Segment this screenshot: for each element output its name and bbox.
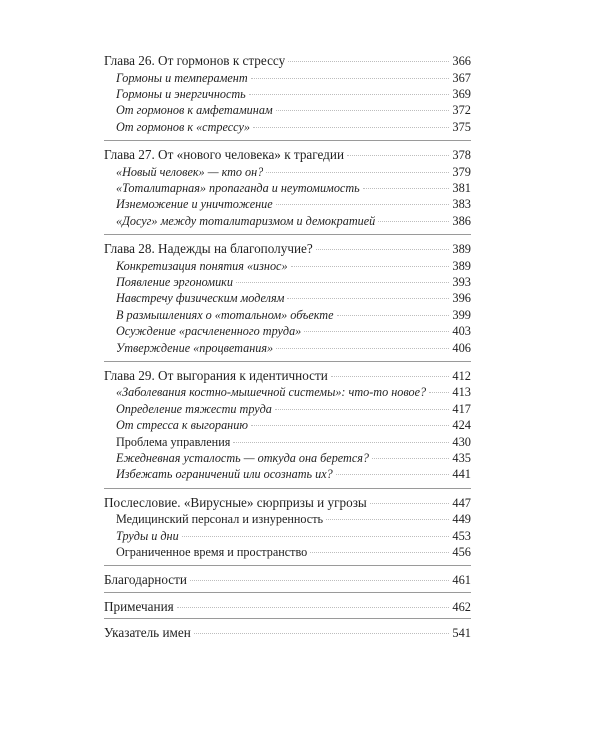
- toc-chapter-entry[interactable]: [104, 624, 471, 642]
- page-number: 381: [452, 180, 471, 195]
- subentry-title: Проблема управления: [116, 434, 231, 449]
- chapter-title: Глава 29. От выгорания к идентичности: [104, 367, 328, 383]
- leader-dots: [378, 221, 449, 222]
- toc-chapter-entry[interactable]: [104, 146, 471, 164]
- leader-dots: [190, 580, 449, 581]
- leader-dots: [276, 204, 450, 205]
- leader-dots: [276, 348, 449, 349]
- toc-chapter-entry[interactable]: [104, 494, 471, 512]
- toc-chapter-entry[interactable]: [104, 240, 471, 258]
- toc-subentry[interactable]: [104, 164, 471, 180]
- toc-section-notes: [104, 598, 471, 620]
- page-number: 369: [452, 86, 471, 101]
- toc-subentry[interactable]: [104, 434, 471, 450]
- toc-subentry[interactable]: [104, 323, 471, 339]
- subentry-title: «Заболевания костно-мышечной системы»: что-то новое?: [116, 385, 427, 400]
- leader-dots: [370, 503, 450, 504]
- subentry-title: «Тоталитарная» пропаганда и неутомимость: [116, 180, 360, 195]
- subentry-title: От стресса к выгоранию: [116, 418, 248, 433]
- chapter-title: Благодарности: [104, 572, 187, 588]
- toc-subentry[interactable]: [104, 274, 471, 290]
- page-number: 399: [452, 307, 471, 322]
- subentry-title: Ежедневная усталость — откуда она берется?: [116, 451, 370, 466]
- toc-subentry[interactable]: [104, 450, 471, 466]
- subentry-title: От гормонов к «стрессу»: [116, 119, 250, 134]
- subentry-title: Медицинский персонал и изнуренность: [116, 512, 324, 527]
- subentry-title: Утверждение «процветания»: [116, 340, 274, 355]
- leader-dots: [194, 633, 450, 634]
- leader-dots: [316, 249, 450, 250]
- page-number: 449: [452, 512, 471, 527]
- toc-chapter-entry[interactable]: [104, 367, 471, 385]
- leader-dots: [336, 474, 450, 475]
- subentry-title: «Новый человек» — кто он?: [116, 164, 264, 179]
- chapter-title: Глава 27. От «нового человека» к трагедии: [104, 147, 345, 163]
- toc-subentry[interactable]: [104, 290, 471, 306]
- subentry-title: Гормоны и энергичность: [116, 86, 246, 101]
- leader-dots: [337, 315, 450, 316]
- toc-section-acknowledgements: [104, 571, 471, 593]
- leader-dots: [275, 409, 450, 410]
- chapter-title: Послесловие. «Вирусные» сюрпризы и угрозы: [104, 494, 367, 510]
- page-number: 367: [452, 70, 471, 85]
- toc-subentry[interactable]: [104, 466, 471, 482]
- page-number: 379: [452, 164, 471, 179]
- toc-subentry[interactable]: [104, 511, 471, 527]
- page-number: 453: [452, 528, 471, 543]
- page-number: 393: [452, 275, 471, 290]
- page-number: 412: [452, 368, 471, 383]
- toc-section-chapter-26: [104, 52, 471, 141]
- page-number: 386: [452, 213, 471, 228]
- toc-subentry[interactable]: [104, 258, 471, 274]
- leader-dots: [291, 266, 450, 267]
- page-number: 430: [452, 434, 471, 449]
- toc-subentry[interactable]: [104, 544, 471, 560]
- leader-dots: [310, 552, 449, 553]
- chapter-title: Глава 28. Надежды на благополучие?: [104, 241, 313, 257]
- toc-section-chapter-29: [104, 367, 471, 489]
- toc-chapter-entry[interactable]: [104, 571, 471, 589]
- toc-section-name-index: [104, 624, 471, 645]
- leader-dots: [266, 172, 449, 173]
- subentry-title: Ограниченное время и пространство: [116, 545, 308, 560]
- toc-subentry[interactable]: [104, 86, 471, 102]
- leader-dots: [251, 425, 449, 426]
- leader-dots: [233, 442, 449, 443]
- subentry-title: Труды и дни: [116, 528, 179, 543]
- subentry-title: Навстречу физическим моделям: [116, 291, 285, 306]
- toc-chapter-entry[interactable]: [104, 598, 471, 616]
- leader-dots: [287, 298, 449, 299]
- subentry-title: Гормоны и темперамент: [116, 70, 248, 85]
- subentry-title: В размышлениях о «тотальном» объекте: [116, 307, 334, 322]
- page-number: 435: [452, 451, 471, 466]
- leader-dots: [429, 392, 449, 393]
- subentry-title: Изнеможение и уничтожение: [116, 197, 273, 212]
- toc-subentry[interactable]: [104, 417, 471, 433]
- toc-chapter-entry[interactable]: [104, 52, 471, 70]
- subentry-title: Избежать ограничений или осознать их?: [116, 467, 333, 482]
- leader-dots: [331, 376, 450, 377]
- subentry-title: Конкретизация понятия «износ»: [116, 258, 288, 273]
- toc-subentry[interactable]: [104, 102, 471, 118]
- toc-subentry[interactable]: [104, 384, 471, 400]
- subentry-title: «Досуг» между тоталитаризмом и демократией: [116, 213, 376, 228]
- page-number: 461: [452, 573, 471, 588]
- toc-subentry[interactable]: [104, 401, 471, 417]
- page-number: 413: [452, 385, 471, 400]
- toc-subentry[interactable]: [104, 119, 471, 135]
- toc-subentry[interactable]: [104, 307, 471, 323]
- leader-dots: [276, 110, 450, 111]
- page-number: 406: [452, 340, 471, 355]
- chapter-title: Примечания: [104, 598, 174, 614]
- toc-section-chapter-28: [104, 240, 471, 362]
- page-number: 378: [452, 148, 471, 163]
- leader-dots: [326, 519, 449, 520]
- chapter-title: Указатель имен: [104, 625, 191, 641]
- leader-dots: [372, 458, 449, 459]
- page-number: 366: [452, 54, 471, 68]
- subentry-title: Осуждение «расчлененного труда»: [116, 324, 302, 339]
- page-number: 462: [452, 599, 471, 614]
- toc-subentry[interactable]: [104, 528, 471, 544]
- subentry-title: Определение тяжести труда: [116, 401, 272, 416]
- leader-dots: [236, 282, 449, 283]
- page-number: 441: [452, 467, 471, 482]
- leader-dots: [251, 78, 450, 79]
- toc-section-afterword: [104, 494, 471, 567]
- toc-subentry[interactable]: [104, 340, 471, 356]
- page-number: 424: [452, 418, 471, 433]
- toc-subentry[interactable]: [104, 70, 471, 86]
- page-number: 403: [452, 324, 471, 339]
- page-number: 417: [452, 401, 471, 416]
- chapter-title: Глава 26. От гормонов к стрессу: [104, 53, 286, 68]
- page-number: 389: [452, 258, 471, 273]
- leader-dots: [182, 536, 450, 537]
- subentry-title: От гормонов к амфетаминам: [116, 103, 273, 118]
- toc-section-chapter-27: [104, 146, 471, 235]
- toc-subentry[interactable]: [104, 196, 471, 212]
- leader-dots: [347, 155, 449, 156]
- leader-dots: [177, 607, 450, 608]
- toc-subentry[interactable]: [104, 213, 471, 229]
- page-number: 396: [452, 291, 471, 306]
- leader-dots: [304, 331, 449, 332]
- table-of-contents: [104, 52, 471, 650]
- leader-dots: [363, 188, 450, 189]
- page-number: 447: [452, 495, 471, 510]
- leader-dots: [253, 127, 449, 128]
- page-number: 375: [452, 119, 471, 134]
- subentry-title: Появление эргономики: [116, 275, 233, 290]
- toc-subentry[interactable]: [104, 180, 471, 196]
- page-number: 456: [452, 545, 471, 560]
- leader-dots: [288, 61, 449, 62]
- page-number: 372: [452, 103, 471, 118]
- page-number: 389: [452, 242, 471, 257]
- leader-dots: [249, 94, 450, 95]
- page-number: 541: [452, 626, 471, 641]
- page-number: 383: [452, 197, 471, 212]
